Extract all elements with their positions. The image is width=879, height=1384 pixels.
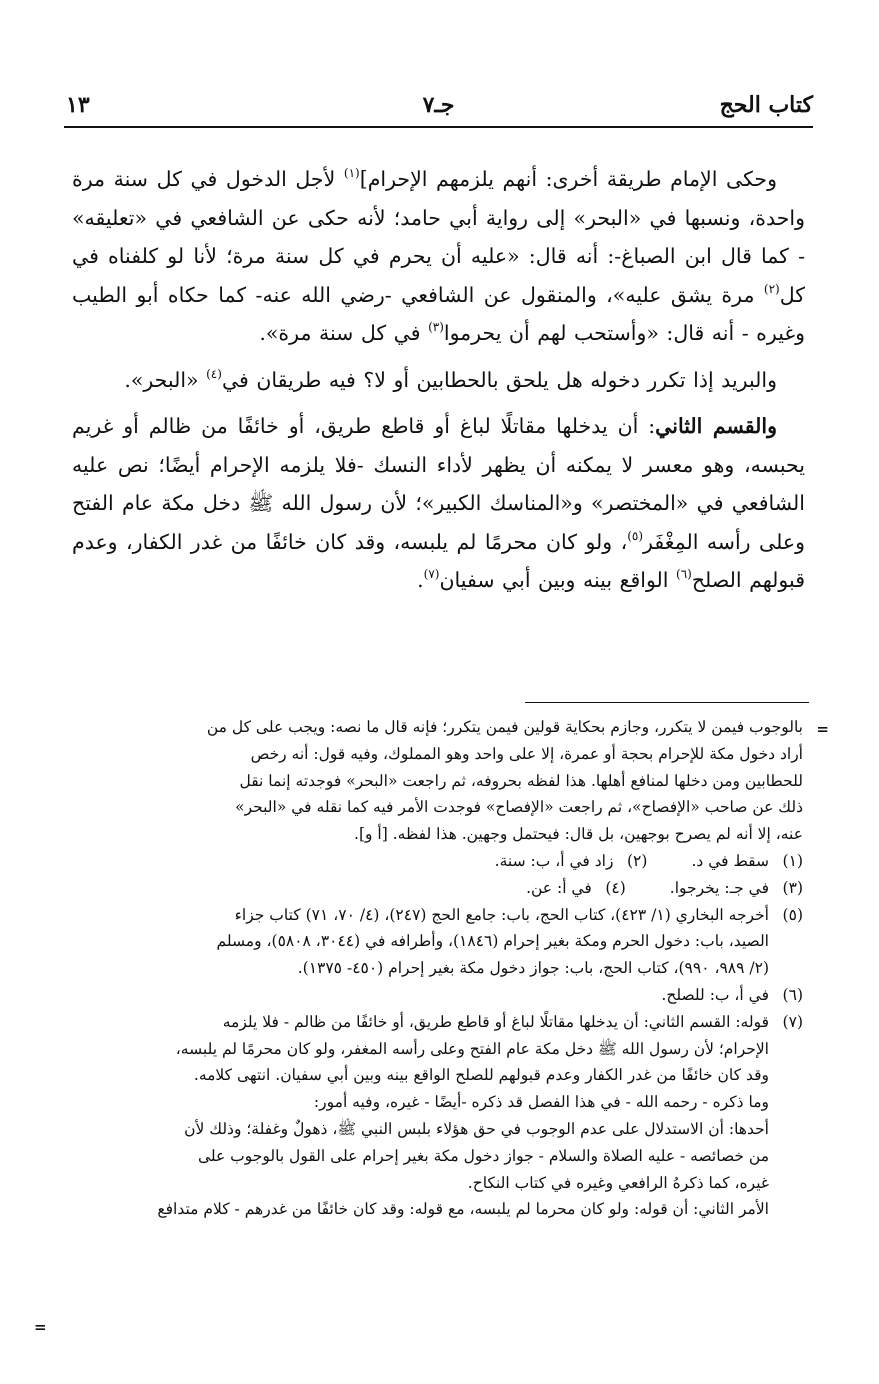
- continued-footnote: [78, 714, 803, 848]
- volume-number: جـ٧: [422, 92, 455, 118]
- footnote-line: الصيد، باب: دخول الحرم ومكة بغير إحرام (١٨٤٦)، وأطرافه في (٣٠٤٤، ٥٨٠٨)، ومسلم: [216, 932, 769, 951]
- footnote-number: (٢): [626, 851, 648, 870]
- footnote-line: للحطابين ومن دخلها لمنافع أهلها. هذا لفظه بحروفه، ثم راجعت «البحر» فوجدته إنما نقل: [239, 771, 803, 790]
- footnote-3: [670, 875, 803, 902]
- section-heading: والقسم الثاني: [655, 414, 777, 438]
- footnote-1: [691, 848, 803, 875]
- footnote-line: وقد كان خائفًا من غدر الكفار وعدم قبولهم للصلح الواقع بينه وبين أبي سفيان. انتهى كلامه.: [193, 1066, 769, 1085]
- footnote-line: الإحرام؛ لأن رسول الله ﷺ دخل مكة عام الفتح وعلى رأسه المغفر، ولو كان محرمًا لم يلبسه،: [175, 1039, 769, 1058]
- footnote-ref-2[interactable]: (٢): [763, 281, 780, 296]
- footnote-6: [78, 982, 803, 1009]
- footnote-ref-4[interactable]: (٤): [206, 366, 222, 381]
- footnote-text: في جـ: يخرجوا.: [669, 878, 769, 897]
- footnote-line: عنه، إلا أنه لم يصرح بوجهين، بل قال: فيحتمل وجهين. هذا لفظه. [أ و].: [354, 825, 803, 844]
- footnote-ref-6[interactable]: (٦): [676, 567, 692, 581]
- footnote-number: (٣): [782, 878, 803, 897]
- book-title: كتاب الحج: [719, 92, 813, 118]
- footnote-line: أراد دخول مكة للإحرام بحجة أو عمرة، إلا على واحد وهو المملوك، وفيه قول: أنه رخص: [250, 744, 803, 763]
- footnote-line: بالوجوب فيمن لا يتكرر، وجازم بحكاية قولين فيمن يتكرر؛ فإنه قال ما نصه: ويجب على كل من: [206, 718, 803, 736]
- footnote-ref-7[interactable]: (٧): [423, 567, 440, 581]
- main-text: [72, 160, 805, 600]
- footnote-2: [495, 848, 648, 875]
- continuation-mark: =: [816, 720, 829, 738]
- footnote-line: قوله: القسم الثاني: أن يدخلها مقاتلًا لباغ أو قاطع طريق، أو خائفًا من ظالم - فلا يلزمه: [222, 1012, 769, 1031]
- footnotes: [78, 714, 829, 1223]
- footnote-row-1-2: [78, 848, 803, 875]
- paragraph-2: والبريد إذا تكرر دخوله هل يلحق بالحطابين أو لا؟ فيه طريقان في$^{(٤)}$ «البحر».: [124, 366, 777, 392]
- continues-mark: =: [34, 1318, 47, 1336]
- footnote-line: أخرجه البخاري (١/ ٤٢٣)، كتاب الحج، باب: جامع الحج (٢٤٧)، (٤/ ٧٠، ٧١) كتاب جزاء: [234, 905, 769, 924]
- footnote-number: (٥): [782, 905, 803, 924]
- footnote-ref-1[interactable]: (١): [343, 166, 360, 180]
- footnote-text: زاد في أ، ب: سنة.: [494, 851, 614, 870]
- footnote-4: [526, 875, 626, 902]
- footnote-number: (٧): [782, 1012, 803, 1031]
- footnote-5: [78, 902, 803, 982]
- footnote-line: من خصائصه - عليه الصلاة والسلام - جواز دخول مكة بغير إحرام على القول بالوجوب على: [197, 1146, 769, 1165]
- footnote-line: أحدها: أن الاستدلال على عدم الوجوب في حق هؤلاء بلبس النبي ﷺ، ذهولٌ وغفلة؛ وذلك لأن: [184, 1119, 769, 1138]
- paragraph-1: وحكى الإمام طريقة أخرى: أنهم يلزمهم الإحرام]$^{(١)}$ لأجل الدخول في كل سنة مرة واحدة، ونسبها في «البحر» إلى رواية أبي حامد؛ لأنه حكى عن الشافعي في «تعليقه» - كما قال ابن الصباغ-: أنه قال: «عليه أن يحرم في كل سنة مرة؛ لأنا لو كلفناه في كل$^{(٢)}$ مرة يشق عليه»، والمنقول عن الشافعي -رضي الله عنه- كما حكاه أبو الطيب وغيره - أنه قال: «وأستحب لهم أن يحرموا$^{(٣)}$ في كل سنة مرة».: [72, 166, 805, 345]
- page-header: [64, 86, 813, 128]
- footnote-line: (٢/ ٩٨٩، ٩٩٠)، كتاب الحج، باب: جواز دخول مكة بغير إحرام (٤٥٠- ١٣٧٥).: [297, 959, 769, 978]
- footnote-line: وما ذكره - رحمه الله - في هذا الفصل قد ذكره -أيضًا - غيره، وفيه أمور:: [313, 1093, 769, 1112]
- footnote-number: (١): [782, 851, 803, 870]
- footnote-text: سقط في د.: [691, 851, 769, 870]
- footnote-line: غيره، كما ذكرهُ الرافعي وغيره في كتاب النكاح.: [467, 1173, 769, 1192]
- footnote-7: [78, 1009, 803, 1223]
- footnote-separator: [525, 702, 809, 703]
- footnote-text: في أ: عن.: [526, 878, 592, 897]
- footnote-row-3-4: [78, 875, 803, 902]
- footnote-number: (٦): [782, 985, 803, 1004]
- footnote-ref-3[interactable]: (٣): [428, 320, 444, 334]
- footnote-line: الأمر الثاني: أن قوله: ولو كان محرما لم يلبسه، مع قوله: وقد كان خائفًا من غدرهم - كلام متدافع: [157, 1200, 769, 1219]
- page-number: ١٣: [66, 92, 90, 118]
- footnote-number: (٤): [605, 878, 626, 897]
- footnote-text: في أ، ب: للصلح.: [661, 985, 769, 1004]
- footnote-line: ذلك عن صاحب «الإفصاح»، ثم راجعت «الإفصاح» فوجدت الأمر فيه كما نقله في «البحر»: [235, 798, 803, 817]
- paragraph-3: والقسم الثاني: أن يدخلها مقاتلًا لباغ أو قاطع طريق، أو خائفًا من ظالم أو غريم يحبسه، وهو معسر لا يمكنه أن يظهر لأداء النسك -فلا يلزمه الإحرام أيضًا؛ نص عليه الشافعي في «المختصر» و«المناسك الكبير»؛ لأن رسول الله ﷺ دخل مكة عام الفتح وعلى رأسه المِغْفَر$^{(٥)}$، ولو كان محرمًا لم يلبسه، وقد كان خائفًا من غدر الكفار، وعدم قبولهم الصلح$^{(٦)}$ الواقع بينه وبين أبي سفيان$^{(٧)}$.: [72, 414, 805, 592]
- footnote-ref-5[interactable]: (٥): [627, 528, 644, 543]
